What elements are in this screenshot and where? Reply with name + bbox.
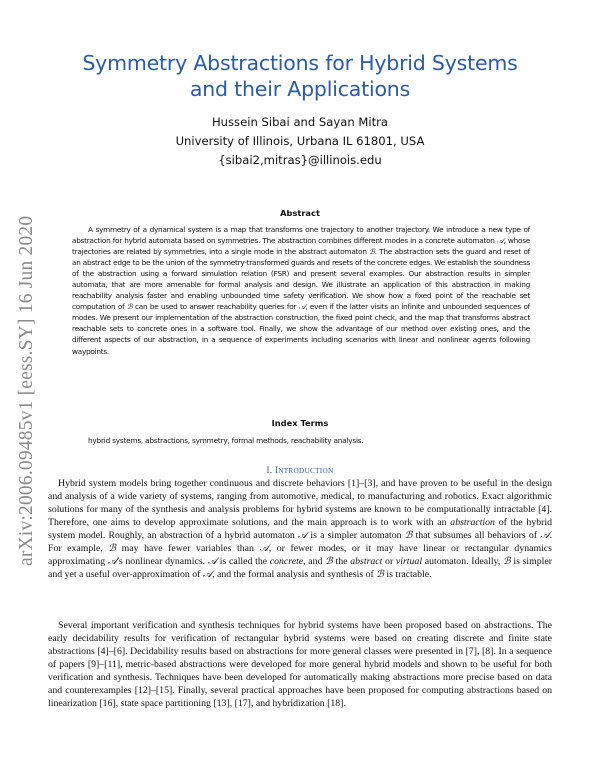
section-heading-introduction: I. INTRODUCTION bbox=[266, 465, 334, 475]
abstract-heading: Abstract bbox=[280, 208, 320, 218]
arxiv-identifier: arXiv:2006.09485v1 [eess.SY] 16 Jun 2020 bbox=[16, 215, 37, 566]
automaton-b-symbol: ℬ bbox=[369, 247, 375, 257]
index-terms-heading: Index Terms bbox=[271, 418, 329, 428]
automaton-a-symbol: 𝒜 bbox=[496, 236, 504, 246]
paper-title bbox=[40, 50, 560, 102]
authors: Hussein Sibai and Sayan Mitra bbox=[211, 115, 389, 129]
title-line-2: and their Applications bbox=[189, 77, 411, 101]
automaton-a-symbol: 𝒜 bbox=[298, 302, 306, 312]
automaton-b-symbol: ℬ bbox=[126, 302, 133, 312]
author-block bbox=[80, 113, 520, 170]
intro-paragraph-1: Hybrid system models bring together continuous and discrete behaviors [1]–[3], and have proven to be useful in the design and analysis of a wide variety of systems, ranging from automotive, medical, to manufacturing and robotics. Exact algorithmic solutions for many of the synthesis and analysis problems for hybrid systems are known to be computationally intractable [4]. Therefore, one aims to develop approximate solutions, and the main approach is to work with an abstraction of the hybrid system model. Roughly, an abstraction of a hybrid automaton 𝒜 is a simpler automaton ℬ that subsumes all behaviors of 𝒜. For example, ℬ may have fewer variables than 𝒜, or fewer modes, or it may have linear or rectangular dynamics approximating 𝒜's nonlinear dynamics. 𝒜 is called the concrete, and ℬ the abstract or virtual automaton. Ideally, ℬ is simpler and yet a useful over-approximation of 𝒜, and the formal analysis and synthesis of ℬ is tractable. bbox=[48, 478, 553, 580]
title-line-1: Symmetry Abstractions for Hybrid Systems bbox=[82, 51, 518, 75]
email: {sibai2,mitras}@illinois.edu bbox=[218, 153, 382, 167]
abstract-text: A symmetry of a dynamical system is a map that transforms one trajectory to another trajectory. We introduce a new type of abstraction for hybrid automata based on symmetries. The abstraction combines different modes in a concrete automaton 𝒜, whose trajectories are related by symmetries, into a single mode in the abstract automaton ℬ. The abstraction sets the guard and reset of an abstract edge to be the union of the symmetry-transformed guards and resets of the concrete edges. We establish the soundness of the abstraction using a forward simulation relation (FSR) and present several examples. Our abstraction results in simpler automata, that are more amenable for formal analysis and design. We illustrate an application of this abstraction in making reachability analysis faster and enabling unbounded time safety verification. We show how a fixed point of the reachable set computation of ℬ can be used to answer reachability queries for 𝒜, even if the latter visits an infinite and unbounded sequences of modes. We present our implementation of the abstraction construction, the fixed point check, and the map that transforms abstract reachable sets to concrete ones in a software tool. Finally, we show the advantage of our method over existing ones, and the different aspects of our abstraction, in a sequence of experiments including scenarios with linear and nonlinear agents following waypoints. bbox=[72, 225, 531, 356]
intro-paragraph-2: Several important verification and synthesis techniques for hybrid systems have been proposed based on abstractions. The early decidability results for verification of rectangular hybrid systems were based on creating discrete and finite state abstractions [4]–[6]. Decidability results based on abstractions for more general classes were presented in [7], [8]. In a sequence of papers [9]–[11], metric-based abstractions were developed for more general hybrid models and shown to be useful for both verification and synthesis. Techniques have been developed for automatically making abstractions more precise based on data and counterexamples [12]–[15]. Finally, several practical approaches have been proposed for computing abstractions based on linearization [16], state space partitioning [13], [17], and hybridization [18]. bbox=[48, 620, 552, 709]
affiliation: University of Illinois, Urbana IL 61801, USA bbox=[175, 134, 425, 148]
index-terms-text: hybrid systems, abstractions, symmetry, formal methods, reachability analysis. bbox=[88, 436, 364, 445]
